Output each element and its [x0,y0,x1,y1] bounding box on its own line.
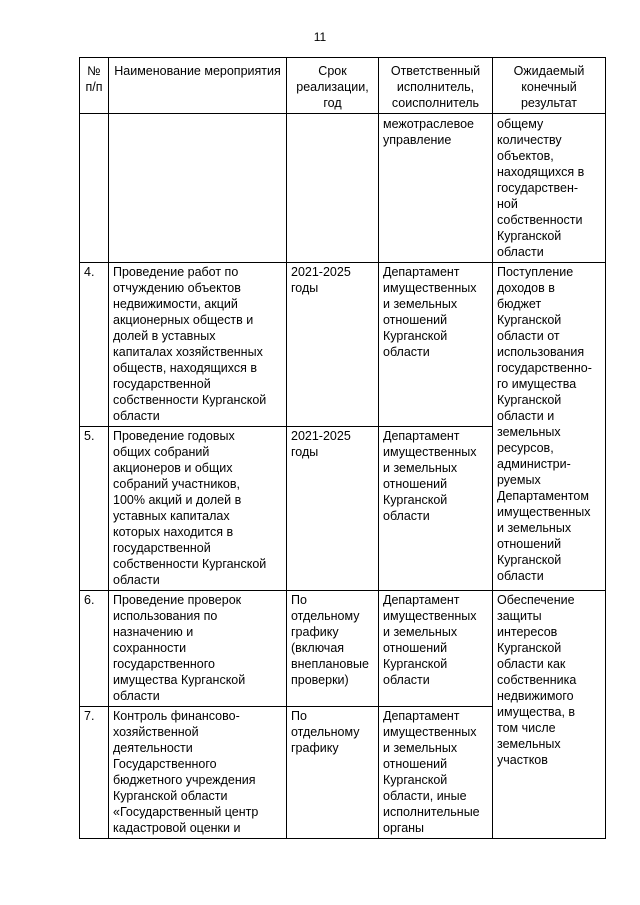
cell-name: Контроль финансово- хозяйственной деятельности Государственного бюджетного учреждения Курганской области «Государственный центр кадастровой оценки и [109,707,287,839]
table-row [80,263,606,427]
header-responsible: Ответственный исполнитель, соисполнитель [379,58,493,114]
table-row-continuation [80,114,606,263]
cell-responsible: межотраслевое управление [379,114,493,263]
cell-responsible: Департамент имущественных и земельных отношений Курганской области [379,591,493,707]
cell-number: 6. [80,591,109,707]
cell-result: общему количеству объектов, находящихся в государствен- ной собственности Курганской области [493,114,606,263]
header-result: Ожидаемый конечный результат [493,58,606,114]
cell-responsible: Департамент имущественных и земельных отношений Курганской области [379,263,493,427]
cell-result: Обеспечение защиты интересов Курганской области как собственника недвижимого имущества, в том числе земельных участков [493,591,606,839]
header-name: Наименование мероприятия [109,58,287,114]
cell-name: Проведение проверок использования по назначению и сохранности государственного имущества Курганской области [109,591,287,707]
cell-number: 5. [80,427,109,591]
cell-empty [287,114,379,263]
table-header-row [80,58,606,114]
cell-result: Поступление доходов в бюджет Курганской области от использования государственно- го имущества Курганской области и земельных ресурсов, администри- руемых Департаментом имущественных и земельных отношений Курганской области [493,263,606,591]
header-number: № п/п [80,58,109,114]
cell-term: 2021-2025 годы [287,263,379,427]
cell-empty [109,114,287,263]
cell-number: 4. [80,263,109,427]
cell-term: По отдельному графику (включая внеплановые проверки) [287,591,379,707]
cell-responsible: Департамент имущественных и земельных отношений Курганской области [379,427,493,591]
table-row [80,591,606,707]
cell-responsible: Департамент имущественных и земельных отношений Курганской области, иные исполнительные органы [379,707,493,839]
action-plan-table [79,57,606,839]
cell-empty [80,114,109,263]
cell-name: Проведение работ по отчуждению объектов недвижимости, акций акционерных обществ и долей в уставных капиталах хозяйственных обществ, находящихся в государственной собственности Курганской области [109,263,287,427]
header-term: Срок реализации, год [287,58,379,114]
cell-number: 7. [80,707,109,839]
page-number: 11 [313,30,327,44]
cell-term: По отдельному графику [287,707,379,839]
cell-term: 2021-2025 годы [287,427,379,591]
cell-name: Проведение годовых общих собраний акционеров и общих собраний участников, 100% акций и долей в уставных капиталах которых находится в государственной собственности Курганской области [109,427,287,591]
